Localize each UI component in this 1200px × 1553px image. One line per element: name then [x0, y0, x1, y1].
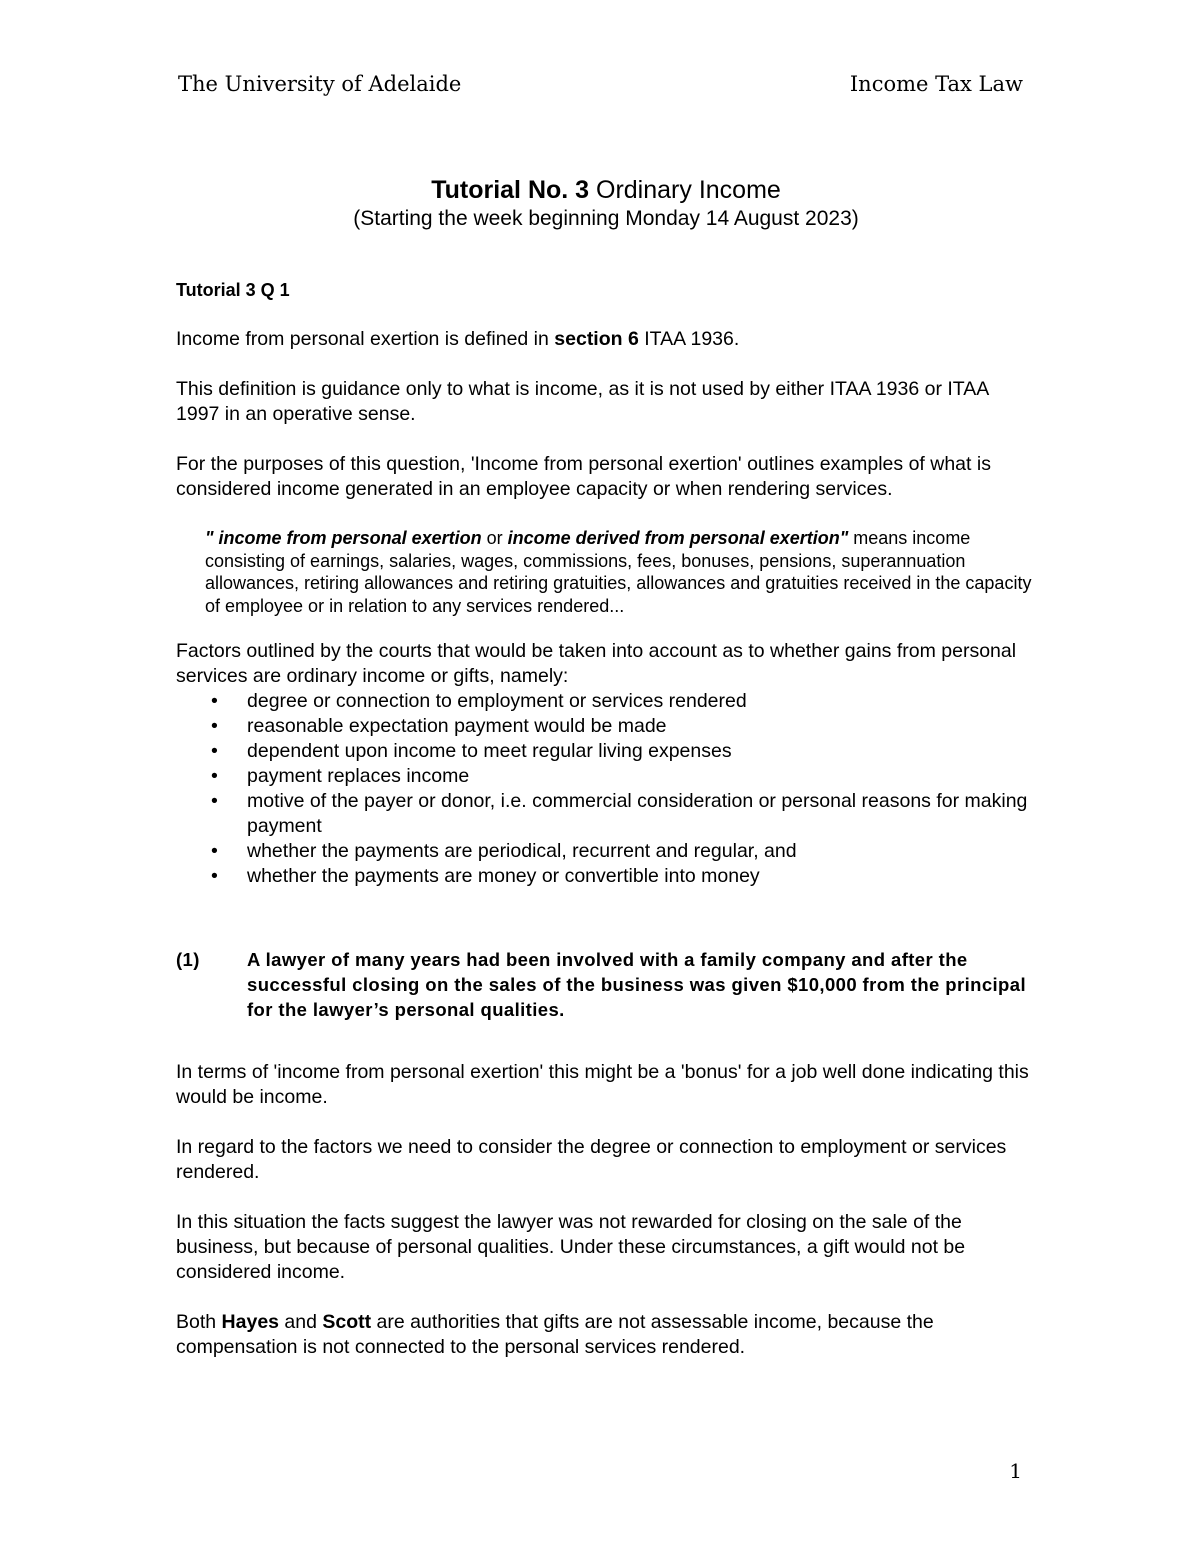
list-item — [176, 689, 1036, 714]
definition-quote — [205, 527, 1036, 617]
page-number: 1 — [1009, 1459, 1022, 1483]
factor-text: dependent upon income to meet regular living expenses — [247, 740, 732, 762]
bullet-icon: • — [211, 690, 218, 712]
bullet-icon: • — [211, 840, 218, 862]
answer4-mid: and — [279, 1311, 323, 1333]
list-item — [176, 789, 1036, 839]
bullet-icon: • — [211, 790, 218, 812]
bullet-icon: • — [211, 715, 218, 737]
factor-text: degree or connection to employment or services rendered — [247, 690, 747, 712]
list-item — [176, 864, 1036, 889]
paragraph-factors-intro: Factors outlined by the courts that would be taken into account as to whether gains from personal services are ordinary income or gifts, namely: — [176, 640, 1017, 687]
list-item — [176, 714, 1036, 739]
factors-list — [176, 689, 1036, 889]
quote-term1: " income from personal exertion — [205, 528, 482, 548]
factor-text: whether the payments are money or convertible into money — [247, 865, 760, 887]
paragraph-guidance: This definition is guidance only to what is income, as it is not used by either ITAA 1936 or ITAA 1997 in an operative sense. — [176, 378, 989, 425]
quote-rest: means income consisting of earnings, salaries, wages, commissions, fees, bonuses, pensions, superannuation allowances, retiring allowances and retiring gratuities, allowances and gratuities received in the capacity of employee or in relation to any services rendered... — [205, 528, 1032, 616]
list-item — [176, 739, 1036, 764]
case-scott: Scott — [322, 1311, 372, 1333]
paragraph-purposes: For the purposes of this question, 'Income from personal exertion' outlines examples of what is considered income generated in an employee capacity or when rendering services. — [176, 453, 991, 500]
quote-or: or — [481, 528, 508, 548]
bullet-icon: • — [211, 865, 218, 887]
list-item — [176, 764, 1036, 789]
bullet-icon: • — [211, 765, 218, 787]
header-course: Income Tax Law — [849, 72, 1023, 96]
title-rest: Ordinary Income — [589, 176, 781, 204]
page-title — [176, 174, 1036, 206]
document-body — [176, 174, 1036, 1385]
factor-text: motive of the payer or donor, i.e. commercial consideration or personal reasons for making payment — [247, 790, 1028, 837]
paragraph-answer-bonus: In terms of 'income from personal exertion' this might be a 'bonus' for a job well done indicating this would be income. — [176, 1061, 1029, 1108]
paragraph-answer-situation: In this situation the facts suggest the lawyer was not rewarded for closing on the sale of the business, but because of personal qualities. Under these circumstances, a gift would not be considered income. — [176, 1211, 966, 1283]
header-university: The University of Adelaide — [178, 72, 462, 96]
question-number: (1) — [176, 949, 200, 970]
paragraph-definition — [176, 327, 1036, 352]
answer4-before: Both — [176, 1311, 222, 1333]
case-hayes: Hayes — [221, 1311, 280, 1333]
factor-text: whether the payments are periodical, recurrent and regular, and — [247, 840, 797, 862]
question-text: A lawyer of many years had been involved with a family company and after the successful closing on the sales of the business was given $10,000 from the principal for the lawyer’s personal qualities. — [247, 949, 1026, 1020]
factor-text: payment replaces income — [247, 765, 470, 787]
factor-text: reasonable expectation payment would be made — [247, 715, 667, 737]
section-reference: section 6 — [554, 328, 639, 350]
page-subtitle: (Starting the week beginning Monday 14 August 2023) — [353, 207, 859, 230]
para1-before: Income from personal exertion is defined in — [176, 328, 555, 350]
bullet-icon: • — [211, 740, 218, 762]
question-1 — [176, 947, 1036, 1022]
quote-term2: income derived from personal exertion" — [507, 528, 849, 548]
answer4-after: are authorities that gifts are not assessable income, because the compensation is not connected to the personal services rendered. — [176, 1311, 934, 1358]
para1-after: ITAA 1936. — [638, 328, 740, 350]
paragraph-answer-authorities — [176, 1310, 1036, 1360]
paragraph-answer-factors: In regard to the factors we need to consider the degree or connection to employment or services rendered. — [176, 1136, 1007, 1183]
question-heading: Tutorial 3 Q 1 — [176, 280, 290, 300]
title-bold: Tutorial No. 3 — [431, 176, 590, 204]
list-item — [176, 839, 1036, 864]
